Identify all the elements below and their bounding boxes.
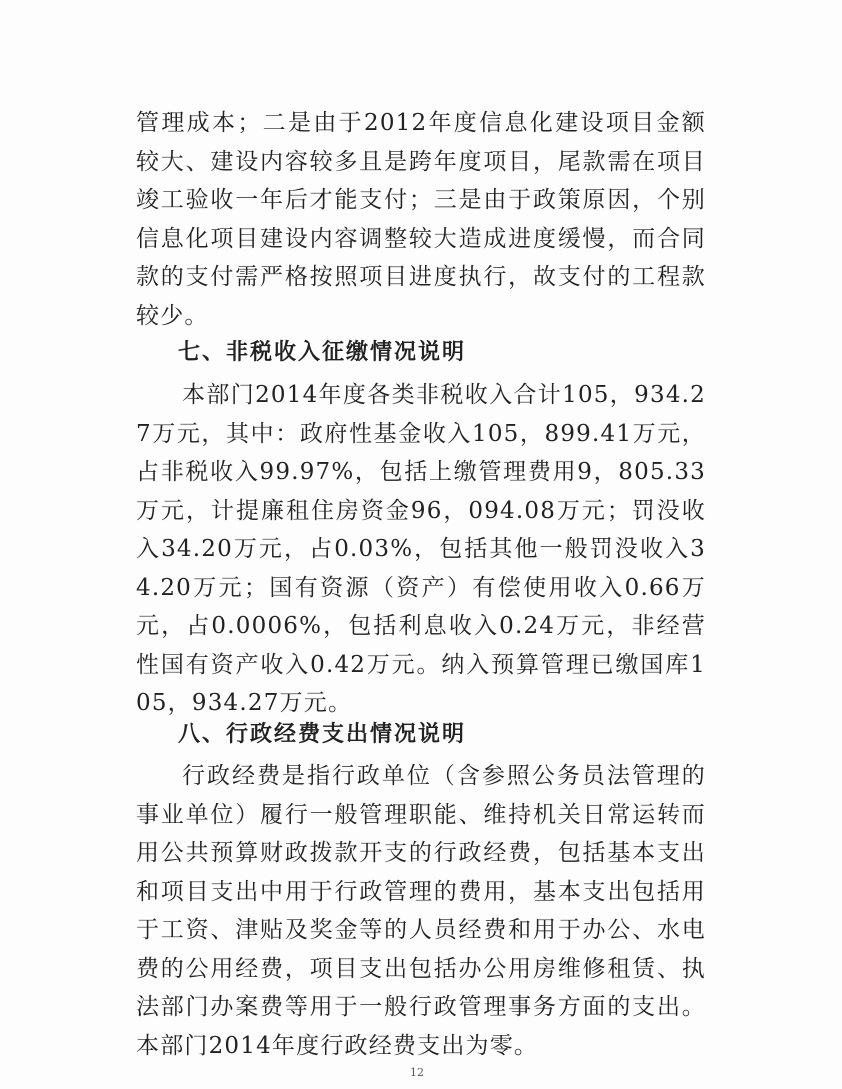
section-8-body: 行政经费是指行政单位（含参照公务员法管理的事业单位）履行一般管理职能、维持机关日常运转而用公共预算财政拨款开支的行政经费，包括基本支出和项目支出中用于行政管理的费用，基本支出包括用于工资、津贴及奖金等的人员经费和用于办公、水电费的公用经费，项目支出包括办公用房维修租赁、执法部门办案费等用于一般行政管理事务方面的支出。本部门2014年度行政经费支出为零。 [136,763,706,1059]
section-8-heading: 八、行政经费支出情况说明 [178,722,467,747]
section-7-body: 本部门2014年度各类非税收入合计105，934.27万元，其中：政府性基金收入105，899.41万元，占非税收入99.97%，包括上缴管理费用9，805.33万元，计提廉租住房资金96，094.08万元；罚没收入34.20万元，占0.03%，包括其他一般罚没收入34.20万元；国有资源（资产）有偿使用收入0.66万元，占0.0006%，包括利息收入0.24万元，非经营性国有资产收入0.42万元。纳入预算管理已缴国库105，934.27万元。 [136,382,706,716]
page-number: 12 [410,1066,424,1079]
paragraph-continued: 管理成本；二是由于2012年度信息化建设项目金额较大、建设内容较多且是跨年度项目，尾款需在项目竣工验收一年后才能支付；三是由于政策原因，个别信息化项目建设内容调整较大造成进度缓慢，而合同款的支付需严格按照项目进度执行，故支付的工程款较少。 [136,110,706,329]
section-7-heading: 七、非税收入征缴情况说明 [178,340,467,365]
